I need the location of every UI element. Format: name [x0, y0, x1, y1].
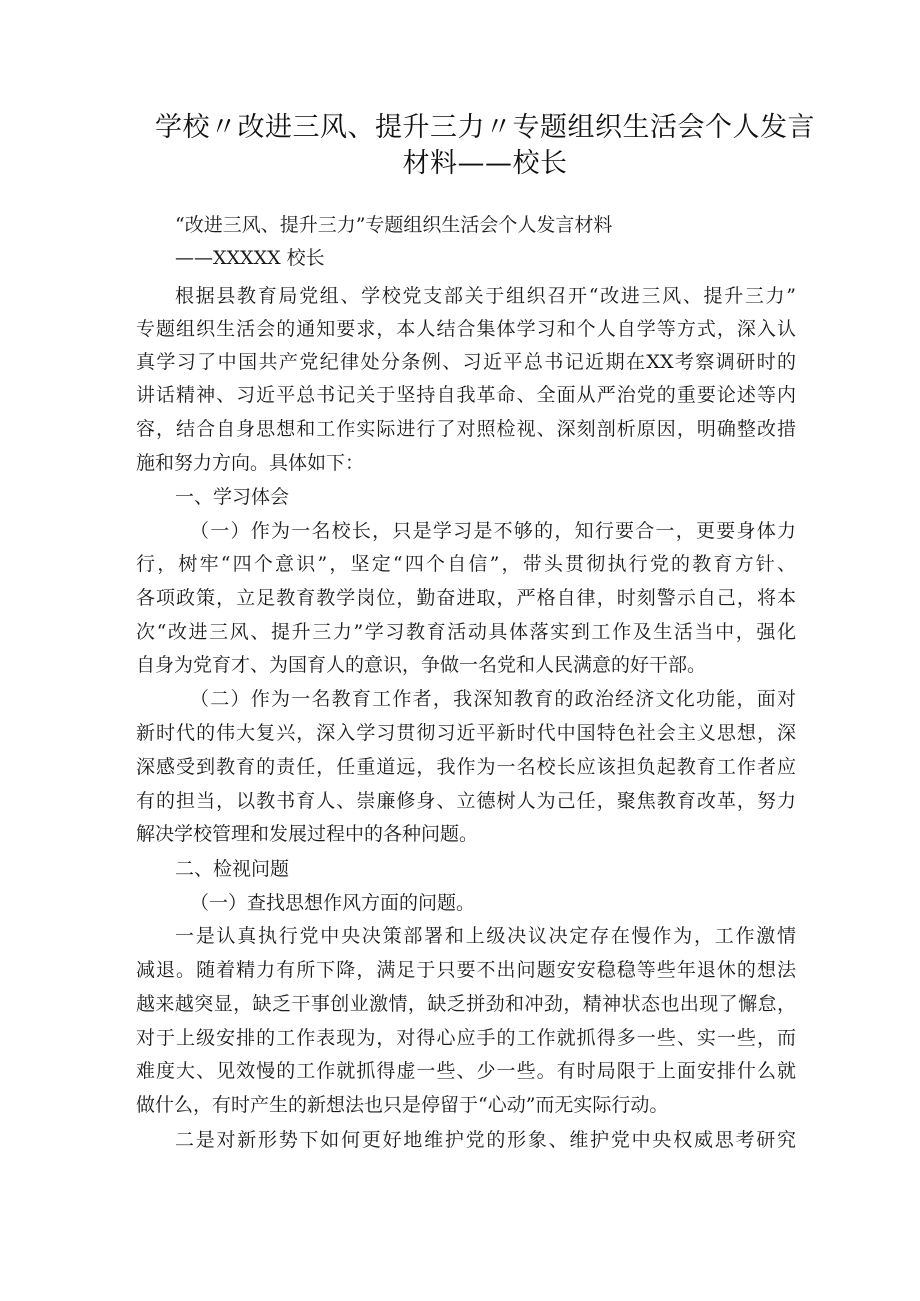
- subtitle-line-2: ——XXXXX 校长: [175, 247, 325, 269]
- section-1-para-1-line: （一）作为一名校长，只是学习是不够的，知行要合一，更要身体力: [190, 520, 796, 542]
- section-2-para-1-line: 减退。随着精力有所下降，满足于只要不出问题安安稳稳等些年退休的想法: [136, 959, 796, 981]
- section-1-para-1-line: 行，树牢“四个意识”，坚定“四个自信”，带头贯彻执行党的教育方针、: [136, 553, 796, 575]
- intro-line: 专题组织生活会的通知要求，本人结合集体学习和个人自学等方式，深入认: [136, 318, 796, 340]
- intro-line: 施和努力方向。具体如下：: [136, 452, 365, 474]
- subtitle-line-1: “改进三风、提升三力”专题组织生活会个人发言材料: [175, 214, 613, 236]
- section-1-para-2-line: 新时代的伟大复兴，深入学习贯彻习近平新时代中国特色社会主义思想，深: [136, 722, 796, 744]
- section-2-subheading: （一）查找思想作风方面的问题。: [190, 892, 476, 914]
- section-2-heading: 二、检视问题: [175, 858, 290, 880]
- section-2-para-1-line: 对于上级安排的工作表现为，对得心应手的工作就抓得多一些、实一些，而: [136, 1027, 796, 1049]
- section-2-para-1-line: 一是认真执行党中央决策部署和上级决议决定存在慢作为，工作激情: [175, 925, 796, 947]
- intro-line: 容，结合自身思想和工作实际进行了对照检视、深刻剖析原因，明确整改措: [136, 418, 796, 440]
- intro-line: 讲话精神、习近平总书记关于坚持自我革命、全面从严治党的重要论述等内: [136, 384, 796, 406]
- section-1-heading: 一、学习体会: [175, 486, 290, 508]
- intro-line: 根据县教育局党组、学校党支部关于组织召开“改进三风、提升三力”: [175, 285, 796, 307]
- section-1-para-1-line: 次“改进三风、提升三力”学习教育活动具体落实到工作及生活当中，强化: [136, 621, 796, 643]
- section-1-para-2-line: （二）作为一名教育工作者，我深知教育的政治经济文化功能，面对: [190, 688, 796, 710]
- section-2-para-1-line: 难度大、见效慢的工作就抓得虚一些、少一些。有时局限于上面安排什么就: [136, 1060, 796, 1082]
- section-1-para-1-line: 各项政策，立足教育教学岗位，勤奋进取，严格自律，时刻警示自己，将本: [136, 587, 796, 609]
- intro-line: 真学习了中国共产党纪律处分条例、习近平总书记近期在XX考察调研时的: [136, 351, 796, 373]
- section-2-para-2-line: 二是对新形势下如何更好地维护党的形象、维护党中央权威思考研究: [175, 1129, 796, 1151]
- section-1-para-2-line: 解决学校管理和发展过程中的各种问题。: [136, 823, 479, 845]
- section-1-para-2-line: 深感受到教育的责任，任重道远，我作为一名校长应该担负起教育工作者应: [136, 756, 796, 778]
- section-1-para-1-line: 自身为党育才、为国育人的意识，争做一名党和人民满意的好干部。: [136, 654, 707, 676]
- section-2-para-1-line: 越来越突显，缺乏干事创业激情，缺乏拼劲和冲劲，精神状态也出现了懈怠，: [136, 993, 796, 1015]
- section-1-para-2-line: 有的担当，以教书育人、崇廉修身、立德树人为己任，聚焦教育改革，努力: [136, 790, 796, 812]
- document-title-line-2: 材料——校长: [402, 148, 568, 179]
- document-title-line-1: 学校〃改进三风、提升三力〃专题组织生活会个人发言: [155, 112, 815, 143]
- section-2-para-1-line: 做什么，有时产生的新想法也只是停留于“心动”而无实际行动。: [136, 1094, 669, 1116]
